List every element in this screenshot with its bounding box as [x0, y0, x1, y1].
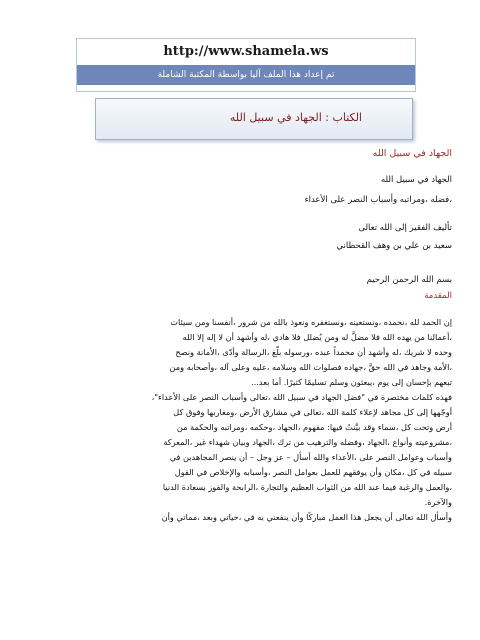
body-line: وحده لا شريك ،له وأشهد أن محمداً عبده ،ورسوله بلّغ ،الرسالة وأدّى ،الأمانة ونصح	[175, 347, 452, 357]
header-box	[76, 38, 416, 92]
body-line: أرض وتحت كل ،سماء وقد بيَّنتُ فيها: مفهوم ،الجهاد ،وحكمه ،ومراتبه والحكمة من	[176, 422, 452, 432]
document-content	[14, 148, 452, 525]
body-line: وأسباب وعوامل النصر على ،الأعداء والله أسأل – عز وجل – أن ينصر المجاهدين في	[169, 452, 452, 462]
intro-paragraph	[14, 315, 452, 525]
section-title: الجهاد في سبيل الله	[372, 148, 452, 159]
body-line: أوجّهها إلى كل مجاهد لإعلاء كلمة الله ،تعالى في مشارق الأرض ،ومغاربها وفوق كل	[173, 407, 452, 417]
book-title: الكتاب : الجهاد في سبيل الله	[229, 111, 362, 124]
body-line: ،مشروعيته وأنواع ،الجهاد ،وفضله والترهيب من ترك ،الجهاد وبيان شهداء غير ،المعركة	[163, 437, 452, 447]
author-name: سعيد بن علي بن وهف القحطاني	[336, 241, 452, 251]
author-label: تأليف الفقير إلى الله تعالى	[358, 223, 452, 233]
subtitle-1: الجهاد في سبيل الله	[381, 175, 452, 185]
site-url-link[interactable]: http://www.shamela.ws	[77, 39, 415, 65]
intro-heading: المقدمة	[424, 291, 452, 301]
body-line: ،أعمالنا من يهده الله فلا مضلَّ له ومن يُضلل فلا هادي ،له وأشهد أن لا إله إلا الله	[182, 332, 452, 342]
body-line: والآخرة.	[424, 497, 452, 507]
body-line: ،والعمل والرغبة فيما عند الله من الثواب العظيم والتجارة ،الرابحة والفوز بسعادة الدنيا	[162, 482, 452, 492]
header-note: تم إعداد هذا الملف آليا بواسطة المكتبة الشاملة	[77, 65, 415, 85]
body-line: سبيله في كل ،مكان وأن يوفقهم للعمل بعوامل النصر ،وأسبابه والإخلاص في القول	[174, 467, 452, 477]
subtitle-2: ،فضله ،ومراتبه وأسباب النصر على الأعداء	[304, 195, 452, 205]
body-line: إن الحمد لله ،نحمده ،ونستعينه ،ونستغفره ونعوذ بالله من شرور ،أنفسنا ومن سيئات	[170, 317, 452, 327]
body-line: ،الأمة وجاهد في الله حقَّ ،جهاده فصلوات الله وسلامه ،عليه وعلى آله ،وأصحابه ومن	[169, 362, 452, 372]
book-title-box	[95, 98, 413, 140]
body-line: فهذه كلمات مختصرة في "فضل الجهاد في سبيل الله ،تعالى وأسباب النصر على الأعداء"،	[151, 392, 452, 402]
body-line: تبعهم بإحسان إلى يوم ،يبعثون وسلم تسليمًا كثيرًا. أما بعد...	[251, 377, 452, 387]
basmala: بسم الله الرحمن الرحيم	[366, 275, 452, 285]
body-line: وأسأل الله تعالى أن يجعل هذا العمل مباركًا وأن ينفعني به في ،حياتي وبعد ،مماتي وأن	[161, 512, 452, 522]
